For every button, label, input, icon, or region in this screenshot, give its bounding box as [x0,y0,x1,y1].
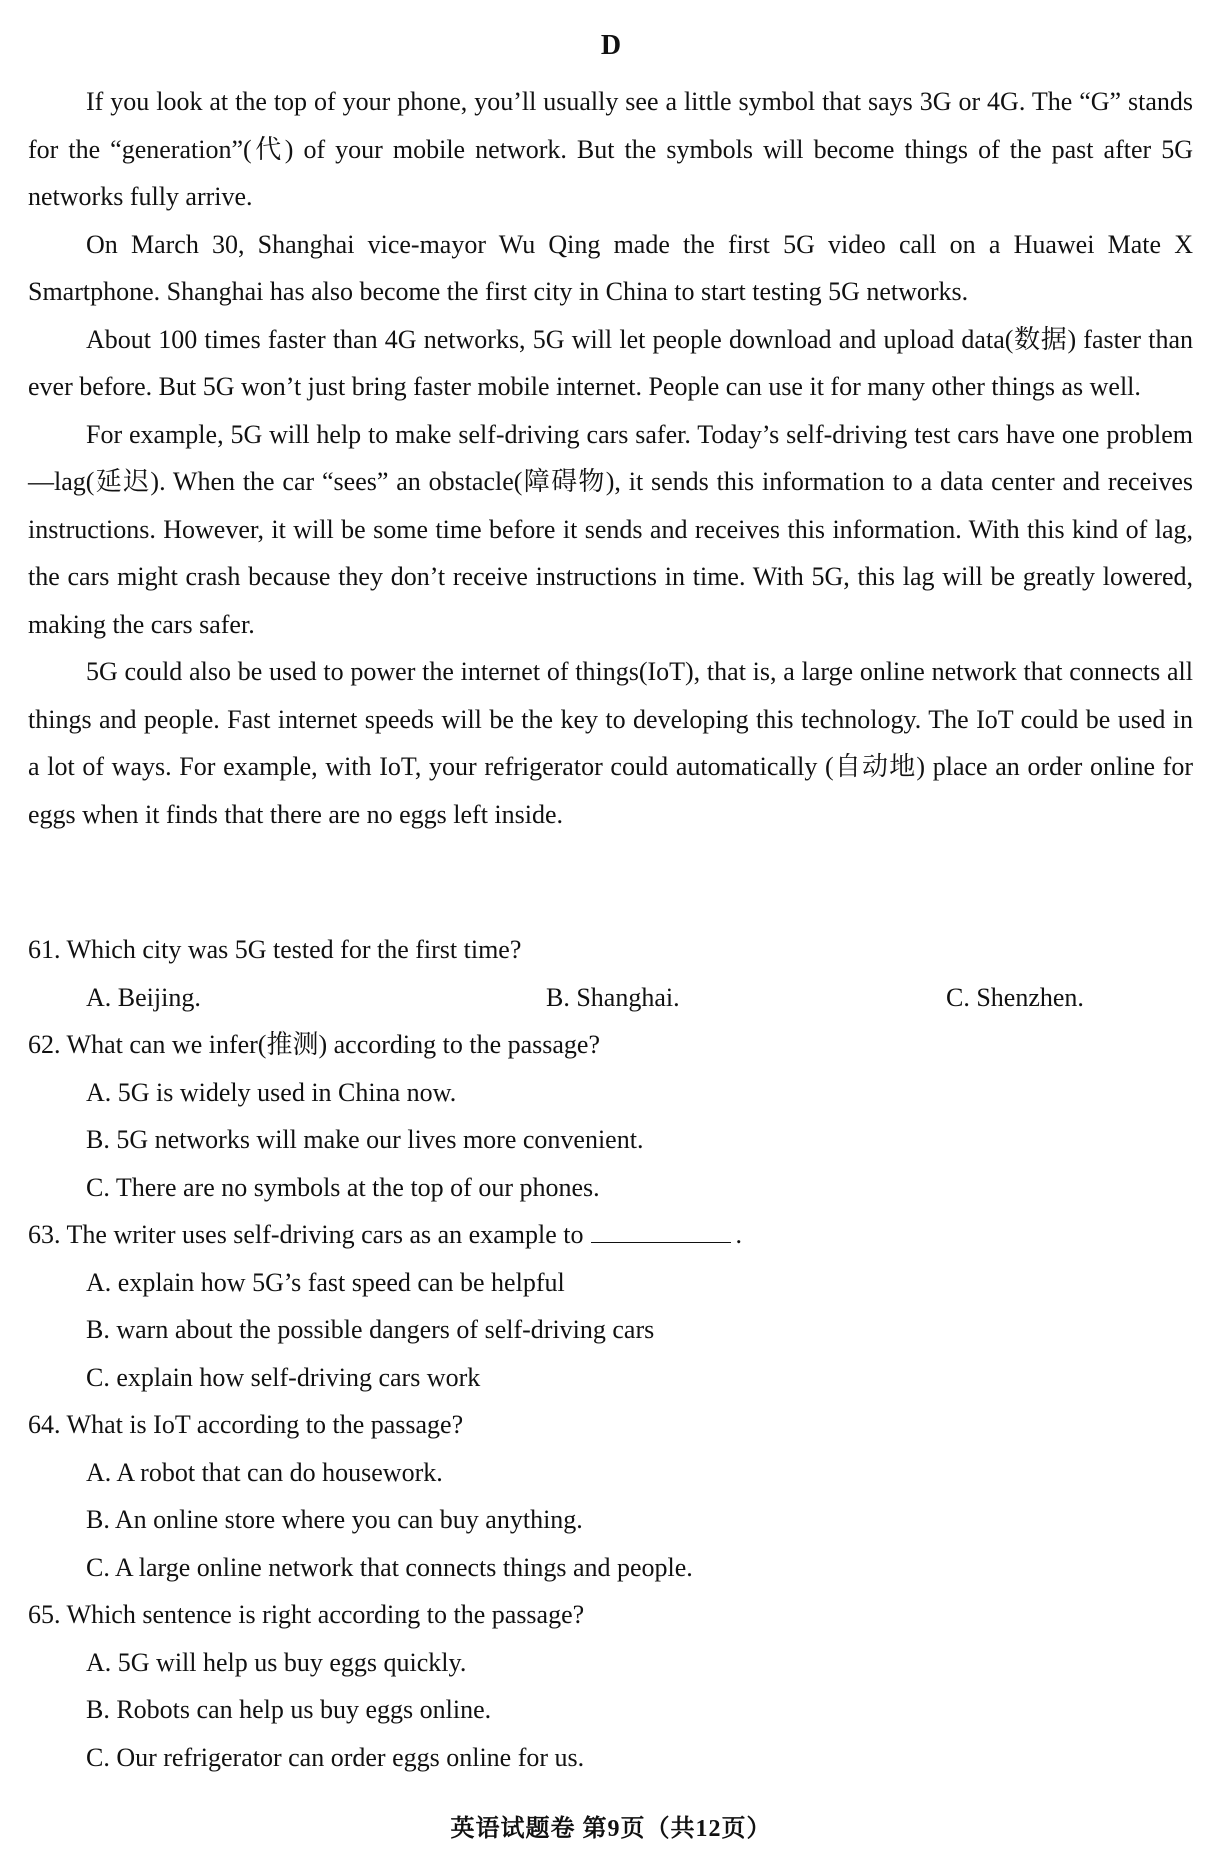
question-65 [28,1591,1193,1781]
option-c: C. Shenzhen. [946,982,1084,1012]
option-c: C. explain how self-driving cars work [86,1362,481,1392]
question-stem: 64. What is IoT according to the passage? [28,1410,464,1439]
option-row [28,974,1193,1022]
question-63 [28,1211,1193,1401]
option-b: B. 5G networks will make our lives more convenient. [86,1125,644,1154]
question-stem-wrapper [28,1211,1193,1259]
passage-paragraph: If you look at the top of your phone, you’ll usually see a little symbol that says 3G or 4G. The “G” stands for the “generation”(代) of your mobile network. But the symbols will become things of the past after 5G networks fully arrive. [28,87,1193,211]
question-stem-end: . [735,1220,742,1249]
section-title: D [600,30,622,61]
question-stem: 61. Which city was 5G tested for the first time? [28,935,522,964]
question-stem: 65. Which sentence is right according to the passage? [28,1600,585,1629]
passage-paragraph: 5G could also be used to power the internet of things(IoT), that is, a large online network that connects all things and people. Fast internet speeds will be the key to developing this technology. The IoT could be used in a lot of ways. For example, with IoT, your refrigerator could automatically (自动地) place an order online for eggs when it finds that there are no eggs left inside. [28,657,1193,829]
passage-paragraph: About 100 times faster than 4G networks, 5G will let people download and upload data(数据) faster than ever before. But 5G won’t just bring faster mobile internet. People can use it for many other things as well. [28,324,1193,401]
option-c: C. There are no symbols at the top of our phones. [86,1172,600,1202]
question-stem: 63. The writer uses self-driving cars as an example to [28,1220,584,1249]
passage-paragraph: For example, 5G will help to make self-driving cars safer. Today’s self-driving test cars have one problem—lag(延迟). When the car “sees” an obstacle(障碍物), it sends this information to a data center and receives instructions. However, it will be some time before it sends and receives this information. With this kind of lag, the cars might crash because they don’t receive instructions in time. With 5G, this lag will be greatly lowered, making the cars safer. [28,419,1193,639]
reading-passage [28,78,1193,838]
question-stem: 62. What can we infer(推测) according to the passage? [28,1030,601,1059]
option-a: A. 5G will help us buy eggs quickly. [86,1647,467,1677]
option-a: A. Beijing. [86,982,201,1012]
question-list [28,926,1193,1781]
option-a: A. explain how 5G’s fast speed can be helpful [86,1267,565,1297]
option-b: B. warn about the possible dangers of self-driving cars [86,1315,655,1344]
question-61 [28,926,1193,1021]
option-a: A. A robot that can do housework. [86,1457,443,1487]
option-b: B. An online store where you can buy anything. [86,1505,583,1534]
option-c: C. Our refrigerator can order eggs online for us. [86,1742,585,1772]
question-64 [28,1401,1193,1591]
option-c: C. A large online network that connects things and people. [86,1552,693,1582]
question-62 [28,1021,1193,1211]
page-footer: 英语试题卷 第9页（共12页） [450,1816,772,1842]
option-a: A. 5G is widely used in China now. [86,1077,457,1107]
answer-blank [591,1222,731,1243]
option-b: B. Shanghai. [546,982,680,1012]
passage-paragraph: On March 30, Shanghai vice-mayor Wu Qing made the first 5G video call on a Huawei Mate X Smartphone. Shanghai has also become the first city in China to start testing 5G networks. [28,229,1193,306]
option-b: B. Robots can help us buy eggs online. [86,1695,492,1724]
